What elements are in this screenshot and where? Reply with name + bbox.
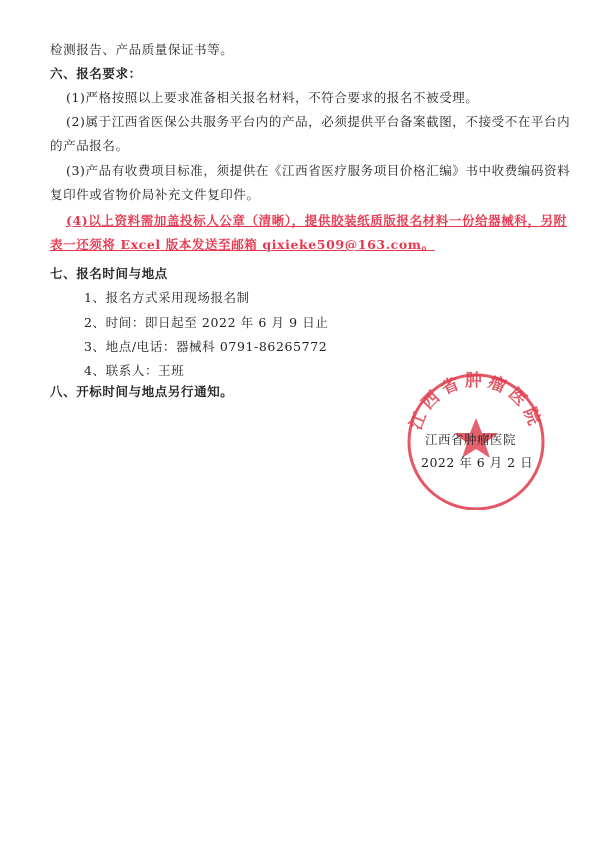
section-7-item-2: 2、时间：即日起至 2022 年 6 月 9 日止 xyxy=(84,315,329,330)
section-6-item-4-line-1: (4)以上资料需加盖投标人公章（清晰），提供胶装纸质版报名材料一份给器械科，另附 xyxy=(66,213,567,228)
svg-text:江西省肿瘤医院: 江西省肿瘤医院 xyxy=(406,371,546,433)
section-6-item-3-line-1: (3)产品有收费项目标准，须提供在《江西省医疗服务项目价格汇编》书中收费编码资料 xyxy=(66,163,571,178)
section-6-item-3-line-2: 复印件或省物价局补充文件复印件。 xyxy=(50,187,260,202)
section-7-title: 七、报名时间与地点 xyxy=(50,266,168,281)
section-6-title: 六、报名要求： xyxy=(50,66,142,81)
section-7-item-1: 1、报名方式采用现场报名制 xyxy=(84,290,250,305)
section-6-item-1: (1)严格按照以上要求准备相关报名材料，不符合要求的报名不被受理。 xyxy=(66,90,479,105)
signature-date: 2022 年 6 月 2 日 xyxy=(421,455,534,470)
signature-org: 江西省肿瘤医院 xyxy=(425,432,517,447)
line-top: 检测报告、产品质量保证书等。 xyxy=(50,42,234,57)
section-8-title: 八、开标时间与地点另行通知。 xyxy=(50,384,234,399)
section-6-item-2-line-1: (2)属于江西省医保公共服务平台内的产品，必须提供平台备案截图，不接受不在平台内 xyxy=(66,114,571,129)
section-7-item-3: 3、地点/电话：器械科 0791-86265772 xyxy=(84,339,328,354)
section-7-item-4: 4、联系人：王班 xyxy=(84,363,185,378)
section-6-item-4-line-2: 表一还须将 Excel 版本发送至邮箱 qixieke509@163.com。 xyxy=(50,237,435,252)
section-6-item-2-line-2: 的产品报名。 xyxy=(50,138,129,153)
